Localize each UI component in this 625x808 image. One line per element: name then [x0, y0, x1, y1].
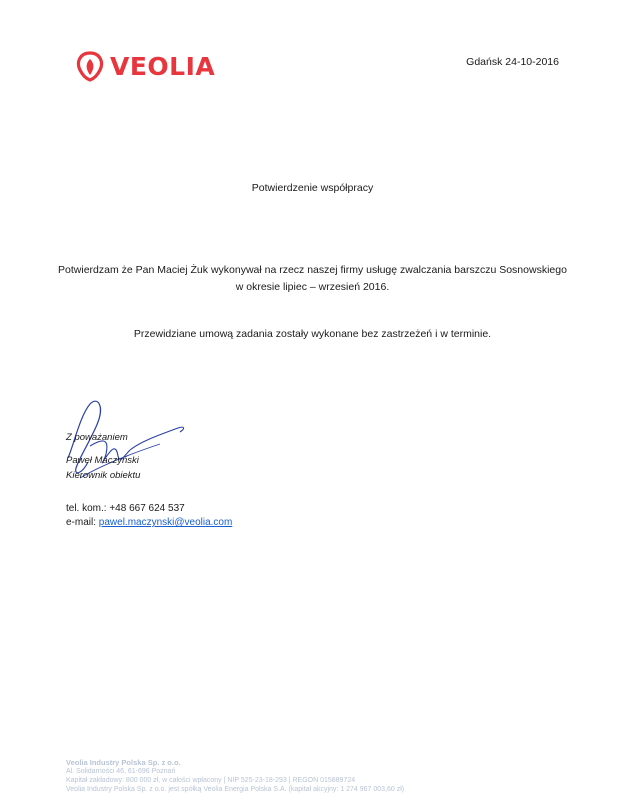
- closing-text: Z poważaniem: [66, 432, 128, 443]
- email-link[interactable]: pawel.maczynski@veolia.com: [98, 517, 233, 528]
- paragraph-line-1: Potwierdzam że Pan Maciej Żuk wykonywał na rzecz naszej firmy usługę zwalczania barszczu Sosnowskiego: [58, 264, 567, 276]
- letter-title: Potwierdzenie współpracy: [251, 182, 374, 194]
- footer-address: Al. Solidarności 46, 61-696 Poznań: [66, 768, 176, 775]
- footer-owner: Veolia Industry Polska Sp. z o.o. jest spółką Veolia Energia Polska S.A. (kapitał akcyjny: 1 274 967 003,60 zł): [66, 786, 405, 793]
- signer-role: Kierownik obiektu: [66, 470, 141, 481]
- contact-block: [66, 502, 232, 530]
- phone-number: tel. kom.: +48 667 624 537: [66, 503, 185, 514]
- confirmation-paragraph: [0, 262, 625, 296]
- veolia-logo: [74, 50, 215, 82]
- letter-date: Gdańsk 24-10-2016: [466, 56, 559, 68]
- footer-company: Veolia Industry Polska Sp. z o.o.: [66, 758, 181, 767]
- signature-block: [66, 430, 140, 483]
- logo-text: VEOLIA: [110, 51, 216, 81]
- veolia-drop-icon: [74, 50, 106, 82]
- paragraph-line-2: w okresie lipiec – wrzesień 2016.: [235, 281, 390, 293]
- footer-capital: Kapitał zakładowy: 800 000 zł, w całości wpłacony | NIP 525-23-18-293 | REGON 015889724: [66, 777, 356, 784]
- email-line: [66, 516, 232, 530]
- signer-name: Paweł Maczyński: [66, 455, 139, 466]
- completion-paragraph: Przewidziane umową zadania zostały wykonane bez zastrzeżeń i w terminie.: [133, 328, 492, 340]
- email-label: e-mail:: [66, 517, 99, 528]
- company-footer: [66, 758, 404, 794]
